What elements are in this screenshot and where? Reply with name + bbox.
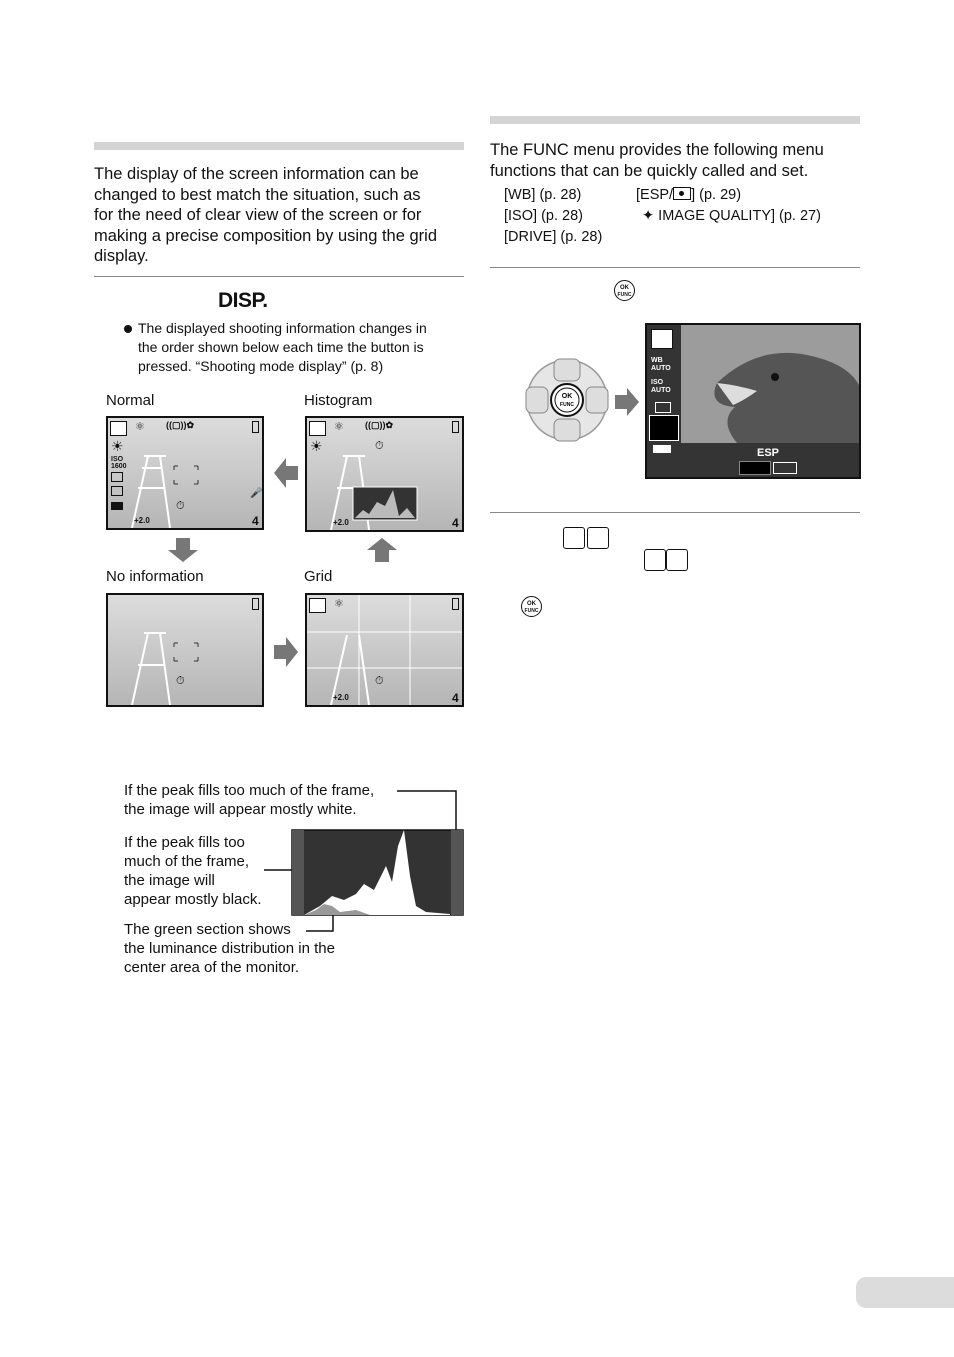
macro-button-icon	[644, 549, 666, 571]
arrow-left-icon	[274, 458, 298, 488]
right-divider-1	[490, 267, 860, 268]
wb-icon: ☀	[310, 438, 323, 454]
mode-box-icon	[309, 421, 326, 436]
stabilizer-icon: ((▢))✿	[166, 420, 195, 430]
self-timer-button-icon	[587, 527, 609, 549]
spot-option	[773, 462, 797, 474]
left-intro-line: display.	[94, 247, 149, 265]
label-normal: Normal	[106, 392, 155, 409]
note-line: If the peak fills too much of the frame,	[124, 782, 375, 799]
arrow-up-icon	[367, 538, 397, 562]
left-intro-line: The display of the screen information can be	[94, 165, 419, 183]
mic-icon: 🎤	[250, 488, 263, 499]
grid-lines	[307, 595, 462, 705]
menu-item: [DRIVE] (p. 28)	[504, 229, 603, 245]
note-line: center area of the monitor.	[124, 959, 300, 976]
right-divider-2	[490, 512, 860, 513]
arrow-pad-icon	[522, 355, 612, 445]
battery-icon	[452, 421, 459, 433]
arrow-right-icon	[615, 388, 639, 416]
section-header-bar-left	[94, 142, 464, 150]
ok-label: OK	[620, 285, 629, 291]
flash-icon: ⚛	[334, 598, 344, 610]
note-line: The green section shows	[124, 921, 291, 938]
ok-func-icon	[614, 280, 635, 301]
wb-icon: ☀	[111, 438, 124, 454]
left-intro-line: making a precise composition by using the grid	[94, 226, 438, 245]
quality-text: IMAGE QUALITY] (p. 27)	[654, 208, 821, 224]
no-information-screen	[106, 593, 264, 707]
note-line: appear mostly black.	[124, 891, 262, 908]
func-label: FUNC	[524, 608, 539, 614]
shots-remaining: 4	[252, 514, 259, 528]
quality-item-icon	[653, 445, 671, 453]
self-timer-icon: ⏱	[375, 440, 384, 452]
spot-metering-icon	[673, 187, 691, 200]
label-no-information: No information	[106, 568, 204, 585]
battery-icon	[452, 598, 459, 610]
mode-box-icon	[309, 598, 326, 613]
histogram-diagram	[260, 786, 466, 936]
ok-func-icon-step3	[521, 596, 542, 617]
metering-icon	[111, 486, 123, 496]
label-histogram: Histogram	[304, 392, 373, 409]
left-intro-line: changed to best match the situation, such as	[94, 185, 421, 204]
note-line: the image will	[124, 872, 215, 889]
esp-option-selected	[739, 461, 771, 475]
menu-item-quality	[636, 206, 821, 227]
esp-mode-label: ESP	[757, 447, 780, 459]
esp-page: ] (p. 29)	[691, 187, 742, 203]
lifeguard-tower-icon	[108, 418, 262, 528]
func-menu-screen	[645, 323, 861, 479]
normal-screen	[106, 416, 264, 530]
right-intro-paragraph	[490, 140, 860, 181]
bullet-line: The displayed shooting information changes in	[138, 320, 427, 336]
ev-readout: +2.0	[134, 516, 150, 525]
ok-label: OK	[527, 601, 536, 607]
stabilizer-icon: ((▢))✿	[365, 420, 394, 430]
esp-text: [ESP/	[636, 187, 674, 203]
svg-text:FUNC: FUNC	[560, 402, 574, 408]
iso-icon: ISO 1600	[111, 456, 127, 470]
dolphin-photo	[647, 325, 859, 477]
section-header-bar-right	[490, 116, 860, 124]
menu-item: [ISO] (p. 28)	[504, 208, 583, 224]
right-intro-line: functions that can be quickly called and set.	[490, 161, 809, 180]
quality-arrow-icon: ✦	[642, 208, 655, 224]
note-line: much of the frame,	[124, 853, 250, 870]
shots-remaining: 4	[452, 516, 459, 530]
note-line: If the peak fills too	[124, 834, 245, 851]
flash-icon: ⚛	[135, 421, 145, 433]
menu-item-esp	[636, 185, 821, 206]
self-timer-icon: ⏱	[176, 500, 185, 512]
bullet-line: the order shown below each time the button is	[138, 339, 424, 355]
flash-icon: ⚛	[334, 421, 344, 433]
disp-button-label: DISP.	[218, 289, 268, 312]
metering-item-selected	[649, 415, 679, 441]
label-grid: Grid	[304, 568, 333, 585]
drive-icon	[111, 472, 123, 482]
mode-box-icon	[651, 329, 673, 349]
self-timer-icon: ⏱	[375, 675, 384, 687]
menu-item: [WB] (p. 28)	[504, 187, 582, 203]
drive-item-icon	[655, 402, 671, 413]
battery-icon	[252, 598, 259, 610]
histogram-screen	[305, 416, 464, 532]
note-line: the luminance distribution in the	[124, 940, 335, 957]
arrow-down-icon	[168, 538, 198, 562]
grid-screen	[305, 593, 464, 707]
exposure-comp-icon	[563, 527, 585, 549]
self-timer-icon: ⏱	[176, 675, 185, 687]
right-intro-line: The FUNC menu provides the following menu	[490, 141, 824, 159]
lifeguard-tower-icon	[307, 418, 462, 530]
lifeguard-tower-icon	[108, 595, 262, 705]
page-number-tab	[856, 1277, 954, 1308]
wb-auto-item: WB AUTO	[651, 357, 671, 372]
svg-text:OK: OK	[561, 393, 573, 400]
func-label: FUNC	[617, 292, 632, 298]
quality-icon	[111, 502, 123, 510]
bullet-line: pressed. “Shooting mode display” (p. 8)	[138, 358, 384, 374]
left-divider	[94, 276, 464, 277]
disp-bullet-note	[138, 319, 458, 376]
shots-remaining: 4	[452, 691, 459, 705]
menu-col-2	[636, 185, 821, 227]
arrow-right-icon	[274, 637, 298, 667]
iso-auto-item: ISO AUTO	[651, 379, 671, 394]
ev-readout: +2.0	[333, 518, 349, 527]
battery-icon	[252, 421, 259, 433]
mode-box-icon	[110, 421, 127, 436]
menu-col-1	[504, 185, 602, 248]
left-intro-line: for the need of clear view of the screen or for	[94, 206, 422, 224]
left-intro-paragraph	[94, 164, 466, 267]
ev-readout: +2.0	[333, 693, 349, 702]
flash-button-icon	[666, 549, 688, 571]
note-line: the image will appear mostly white.	[124, 801, 357, 818]
